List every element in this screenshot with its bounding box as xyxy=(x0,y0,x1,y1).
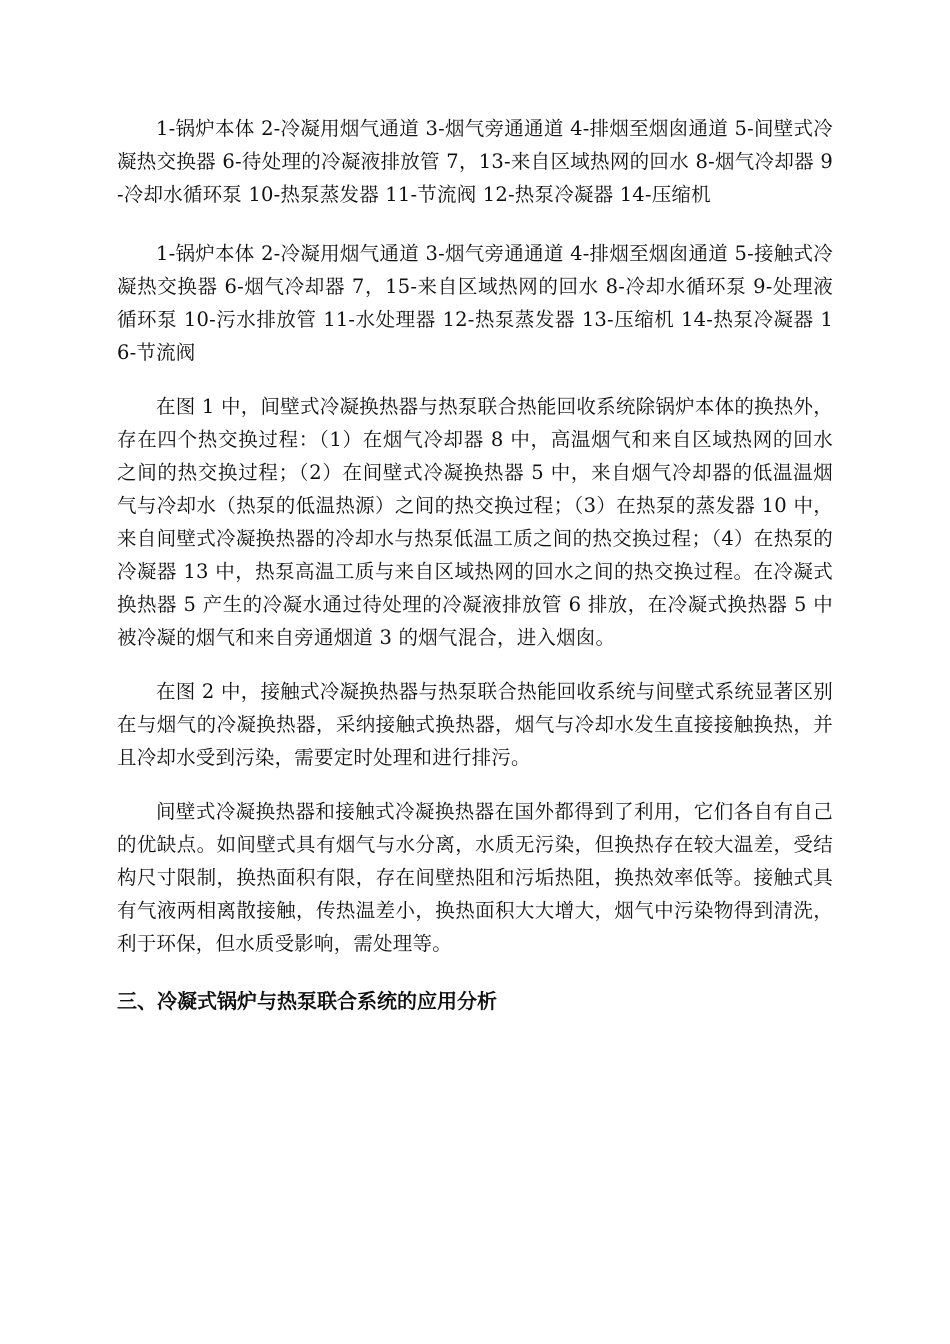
section-heading: 三、冷凝式锅炉与热泵联合系统的应用分析 xyxy=(117,989,497,1013)
figure-2-legend: 1-锅炉本体 2-冷凝用烟气通道 3-烟气旁通通道 4-排烟至烟囱通道 5-接触式冷凝热交换器 6-烟气冷却器 7，15-来自区域热网的回水 8-冷却水循环泵 9-处理液循环泵 10-污水排放管 11-水处理器 12-热泵蒸发器 13-压缩机 14-热泵冷凝器 16-节流阀 xyxy=(117,242,833,364)
comparison-paragraph: 间壁式冷凝换热器和接触式冷凝换热器在国外都得到了利用，它们各自有自己的优缺点。如间壁式具有烟气与水分离，水质无污染，但换热存在较大温差，受结构尺寸限制，换热面积有限，存在间壁热阻和污垢热阻，换热效率低等。接触式具有气液两相离散接触，传热温差小，换热面积大大增大，烟气中污染物得到清洗，利于环保，但水质受影响，需处理等。 xyxy=(117,800,833,955)
figure-1-legend: 1-锅炉本体 2-冷凝用烟气通道 3-烟气旁通通道 4-排烟至烟囱通道 5-间壁式冷凝热交换器 6-待处理的冷凝液排放管 7，13-来自区域热网的回水 8-烟气冷却器 9-冷却水循环泵 10-热泵蒸发器 11-节流阀 12-热泵冷凝器 14-压缩机 xyxy=(117,117,833,206)
document-page xyxy=(117,112,833,1018)
figure-1-description-paragraph: 在图 1 中，间壁式冷凝换热器与热泵联合热能回收系统除锅炉本体的换热外，存在四个热交换过程：（1）在烟气冷却器 8 中，高温烟气和来自区域热网的回水之间的热交换过程；（2）在间壁式冷凝换热器 5 中，来自烟气冷却器的低温温烟气与冷却水（热泵的低温热源）之间的热交换过程；（3）在热泵的蒸发器 10 中，来自间壁式冷凝换热器的冷却水与热泵低温工质之间的热交换过程；（4）在热泵的冷凝器 13 中，热泵高温工质与来自区域热网的回水之间的热交换过程。在冷凝式换热器 5 产生的冷凝水通过待处理的冷凝液排放管 6 排放，在冷凝式换热器 5 中被冷凝的烟气和来自旁通烟道 3 的烟气混合，进入烟囱。 xyxy=(117,395,833,649)
figure-2-description-paragraph: 在图 2 中，接触式冷凝换热器与热泵联合热能回收系统与间壁式系统显著区别在与烟气的冷凝换热器，采纳接触式换热器，烟气与冷却水发生直接接触换热，并且冷却水受到污染，需要定时处理和进行排污。 xyxy=(117,680,833,769)
